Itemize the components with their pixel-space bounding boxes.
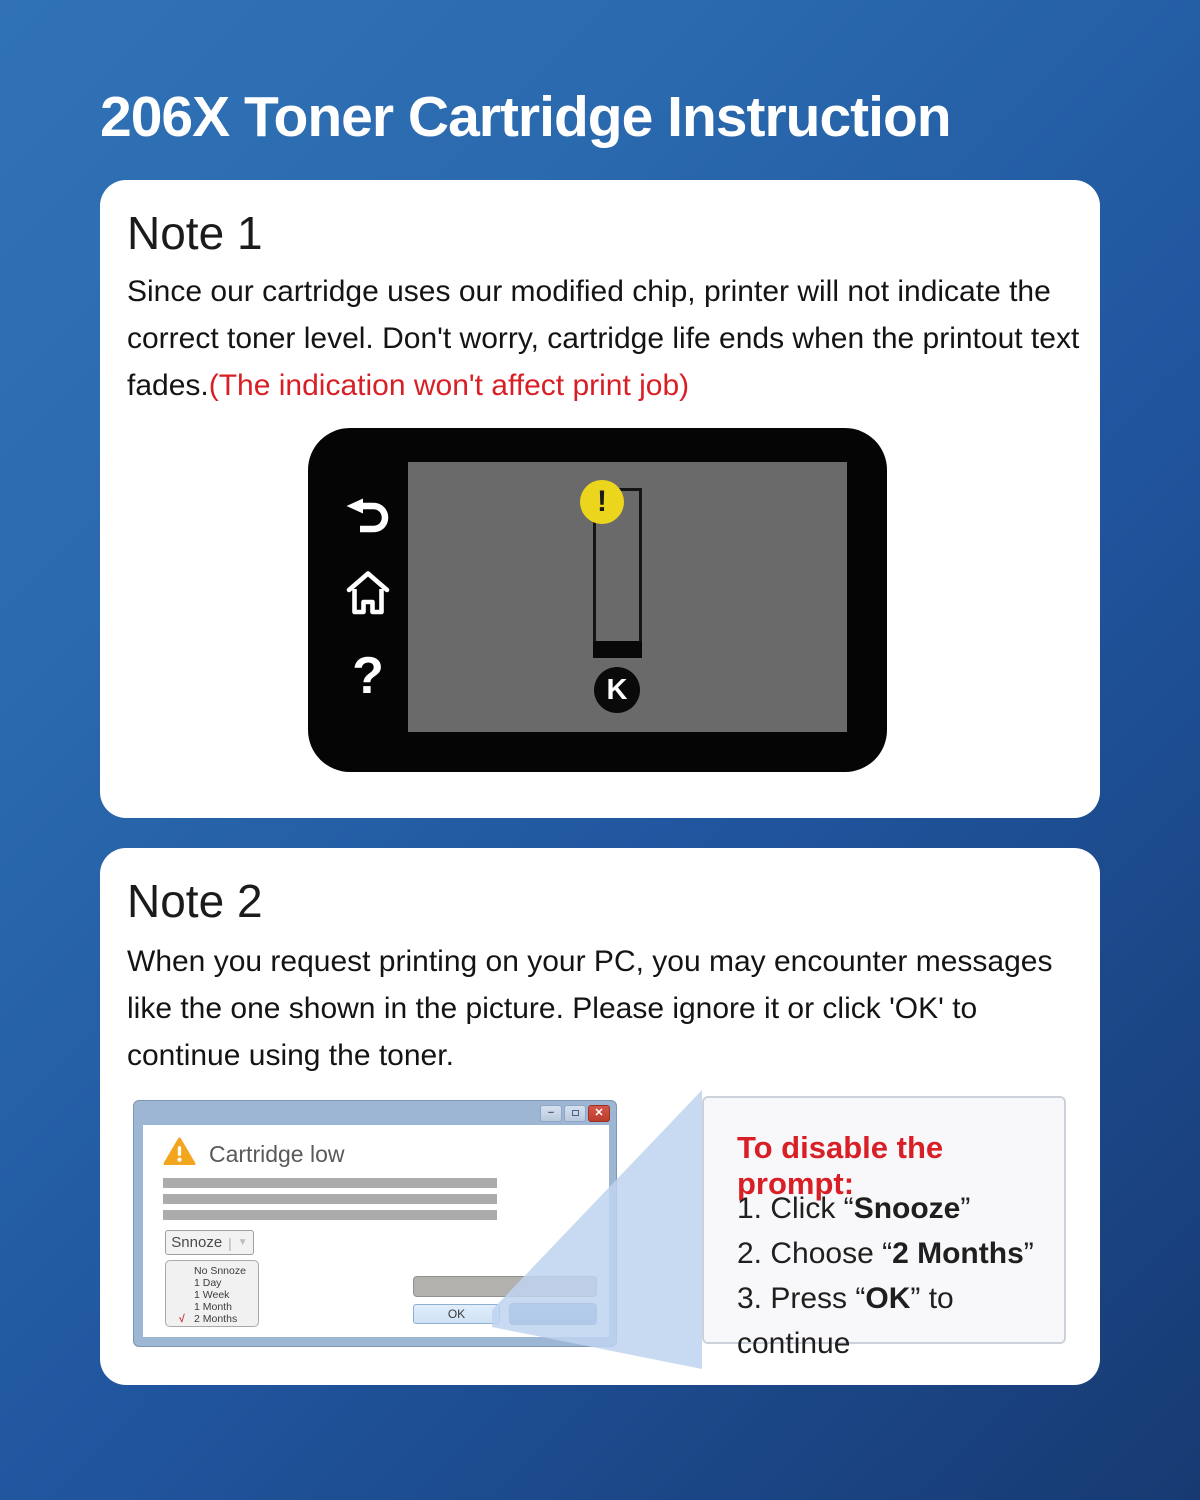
tip-panel-steps — [737, 1186, 1064, 1366]
placeholder-text-line — [163, 1194, 497, 1204]
note2-card — [100, 848, 1100, 1385]
snooze-dropdown-button[interactable] — [165, 1230, 254, 1255]
placeholder-text-line — [163, 1178, 497, 1188]
minimize-icon[interactable]: − — [540, 1105, 562, 1122]
step-keyword: OK — [865, 1282, 911, 1315]
note2-heading: Note 2 — [127, 875, 263, 927]
note1-body — [127, 268, 1082, 409]
dropdown-option[interactable] — [166, 1289, 258, 1301]
ok-button[interactable]: OK — [413, 1304, 500, 1324]
dropdown-option[interactable] — [166, 1301, 258, 1313]
snooze-button-label: Snnoze — [171, 1234, 223, 1251]
back-arrow-icon — [345, 498, 391, 541]
printer-nav-buttons — [342, 498, 394, 705]
dropdown-option-selected[interactable] — [166, 1313, 258, 1325]
printer-control-panel — [308, 428, 887, 772]
note1-body-red: (The indication won't affect print job) — [208, 369, 690, 402]
snooze-dropdown-menu — [165, 1260, 259, 1327]
dropdown-option-label: 1 Week — [194, 1289, 230, 1301]
maximize-icon[interactable] — [564, 1105, 586, 1122]
maximize-glyph — [572, 1110, 579, 1116]
step-text: ” — [960, 1192, 971, 1225]
step-text: ” to continue — [737, 1282, 954, 1360]
dialog-header — [163, 1137, 345, 1171]
tip-panel-heading: To disable the prompt: — [737, 1130, 944, 1201]
snooze-button-divider: | — [228, 1234, 232, 1251]
dropdown-option[interactable] — [166, 1277, 258, 1289]
dropdown-option-label: 1 Month — [194, 1301, 232, 1313]
step-text: 2. Choose “ — [737, 1237, 893, 1270]
toner-alert-icon: ! — [580, 480, 624, 524]
close-icon[interactable]: ✕ — [588, 1105, 610, 1122]
toner-level-fill — [593, 641, 642, 658]
dropdown-option-label: No Snnoze — [194, 1265, 246, 1277]
home-icon — [345, 569, 391, 622]
dropdown-option-label: 1 Day — [194, 1277, 222, 1289]
tip-panel — [702, 1096, 1066, 1360]
dialog-title: Cartridge low — [209, 1140, 345, 1167]
note2-body: When you request printing on your PC, you may encounter messages like the one shown in the picture. Please ignore it or click 'OK' to continue using the toner. — [127, 945, 1053, 1072]
tip-step — [737, 1276, 1064, 1366]
dropdown-option-label: 2 Months — [194, 1313, 238, 1325]
dropdown-option[interactable] — [166, 1265, 258, 1277]
note1-heading: Note 1 — [127, 207, 263, 259]
black-cartridge-badge: K — [594, 667, 640, 713]
tip-step — [737, 1231, 1064, 1276]
step-text: 1. Click “ — [737, 1192, 854, 1225]
placeholder-text-line — [163, 1210, 497, 1220]
step-keyword: 2 Months — [892, 1237, 1024, 1270]
step-text: ” — [1023, 1237, 1034, 1270]
note1-body-black: Since our cartridge uses our modified chip, printer will not indicate the correct toner level. Don't worry, cartridge life ends when the printout text fades. — [127, 275, 1080, 402]
tip-step — [737, 1186, 1064, 1231]
help-icon: ? — [352, 647, 384, 705]
warning-icon — [163, 1137, 196, 1171]
chevron-down-icon: ▼ — [237, 1237, 248, 1248]
step-keyword: Snooze — [853, 1192, 961, 1225]
page-title: 206X Toner Cartridge Instruction — [100, 85, 951, 149]
check-icon: √ — [179, 1313, 185, 1325]
note1-card — [100, 180, 1100, 818]
printer-screen — [408, 462, 847, 732]
step-text: 3. Press “ — [737, 1282, 866, 1315]
